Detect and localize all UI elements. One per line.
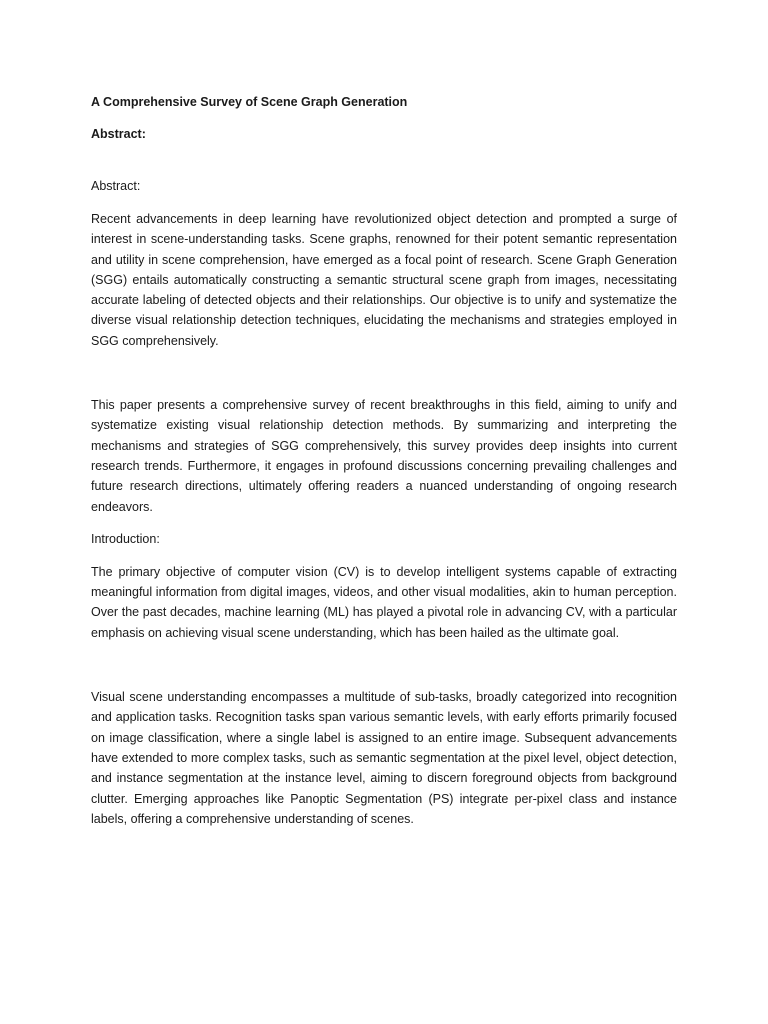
introduction-paragraph: Visual scene understanding encompasses a multitude of sub-tasks, broadly categorized into recognition and application tasks. Recognition tasks span various semantic levels, with early efforts primarily focused on image classification, where a single label is assigned to an entire image. Subsequent advancements have extended to more complex tasks, such as semantic segmentation at the pixel level, object detection, and instance segmentation at the instance level, aiming to discern foreground objects from background clutter. Emerging approaches like Panoptic Segmentation (PS) integrate per-pixel class and instance labels, offering a comprehensive understanding of scenes. [91,690,677,826]
abstract-heading: Abstract: [91,127,146,141]
document-title: A Comprehensive Survey of Scene Graph Generation [91,95,408,109]
introduction-paragraph: The primary objective of computer vision (CV) is to develop intelligent systems capable of extracting meaningful information from digital images, videos, and other visual modalities, akin to human perception. Over the past decades, machine learning (ML) has played a pivotal role in advancing CV, with a particular emphasis on achieving visual scene understanding, which has been hailed as the ultimate goal. [91,564,677,640]
introduction-label: Introduction: [91,531,160,546]
document-body [91,93,677,829]
abstract-label: Abstract: [91,179,141,193]
abstract-paragraph: This paper presents a comprehensive survey of recent breakthroughs in this field, aiming to unify and systematize existing visual relationship detection methods. By summarizing and interpreting the mechanisms and strategies of SGG comprehensively, this survey provides deep insights into current research trends. Furthermore, it engages in profound discussions concerning prevailing challenges and future research directions, ultimately offering readers a nuanced understanding of ongoing research endeavors. [91,398,677,514]
abstract-paragraph: Recent advancements in deep learning have revolutionized object detection and prompted a surge of interest in scene-understanding tasks. Scene graphs, renowned for their potent semantic representation and utility in scene comprehension, have emerged as a focal point of research. Scene Graph Generation (SGG) entails automatically constructing a semantic structural scene graph from images, necessitating accurate labeling of detected objects and their relationships. Our objective is to unify and systematize the diverse visual relationship detection techniques, elucidating the mechanisms and strategies employed in SGG comprehensively. [91,212,677,348]
